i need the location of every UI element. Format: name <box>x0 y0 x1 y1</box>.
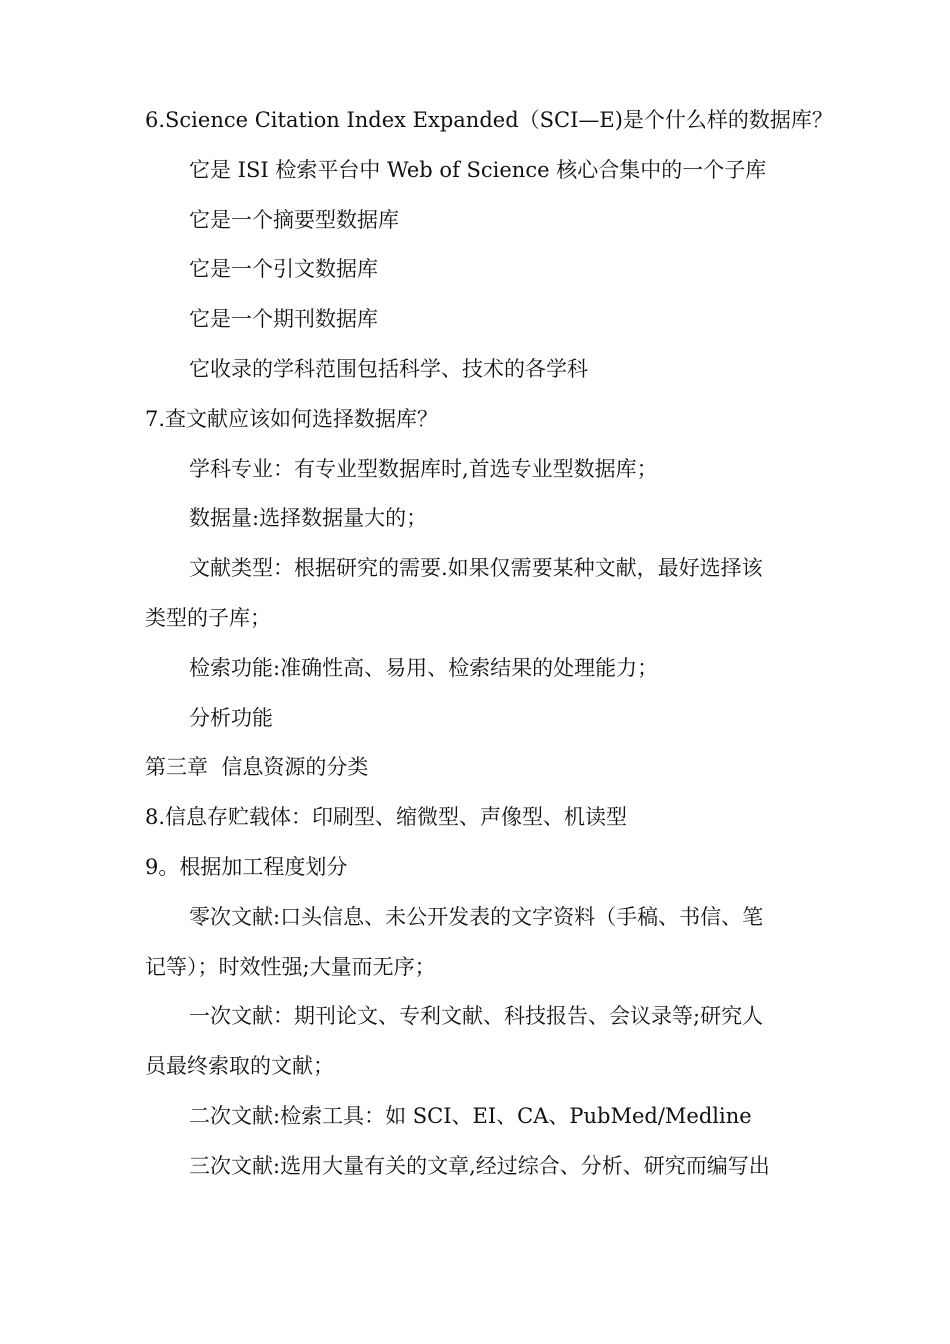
q7-line-6: 分析功能 <box>189 705 273 730</box>
q7-line-1: 学科专业：有专业型数据库时,首选专业型数据库； <box>189 456 658 481</box>
q6-answer-5: 它收录的学科范围包括科学、技术的各学科 <box>189 356 588 381</box>
question-8: 8.信息存贮载体：印刷型、缩微型、声像型、机读型 <box>145 805 628 830</box>
question-6: 6.Science Citation Index Expanded（SCI—E)是个什么样的数据库？ <box>145 108 833 132</box>
question-7: 7.查文献应该如何选择数据库？ <box>145 406 439 431</box>
q9-line-4: 员最终索取的文献； <box>145 1054 334 1079</box>
q7-line-4: 类型的子库； <box>145 605 271 630</box>
chapter-3-heading: 第三章 信息资源的分类 <box>145 755 369 780</box>
q7-line-5: 检索功能:准确性高、易用、检索结果的处理能力； <box>189 655 659 680</box>
q9-line-1: 零次文献:口头信息、未公开发表的文字资料（手稿、书信、笔 <box>189 904 764 929</box>
q9-line-2: 记等）；时效性强;大量而无序； <box>145 954 436 979</box>
q6-answer-3: 它是一个引文数据库 <box>189 257 378 282</box>
q9-line-5: 二次文献:检索工具：如 SCI、EI、CA、PubMed/Medline <box>189 1103 752 1128</box>
q9-line-6: 三次文献:选用大量有关的文章,经过综合、分析、研究而编写出 <box>189 1153 770 1178</box>
q6-answer-2: 它是一个摘要型数据库 <box>189 207 399 232</box>
q7-line-3: 文献类型：根据研究的需要.如果仅需要某种文献，最好选择该 <box>189 556 763 581</box>
document-body <box>145 96 833 1192</box>
question-9-title: 9。根据加工程度划分 <box>145 854 348 879</box>
q7-line-2: 数据量:选择数据量大的； <box>189 506 428 531</box>
q6-answer-4: 它是一个期刊数据库 <box>189 307 378 332</box>
q6-answer-1: 它是 ISI 检索平台中 Web of Science 核心合集中的一个子库 <box>189 157 767 182</box>
q9-line-3: 一次文献：期刊论文、专利文献、科技报告、会议录等;研究人 <box>189 1004 764 1029</box>
